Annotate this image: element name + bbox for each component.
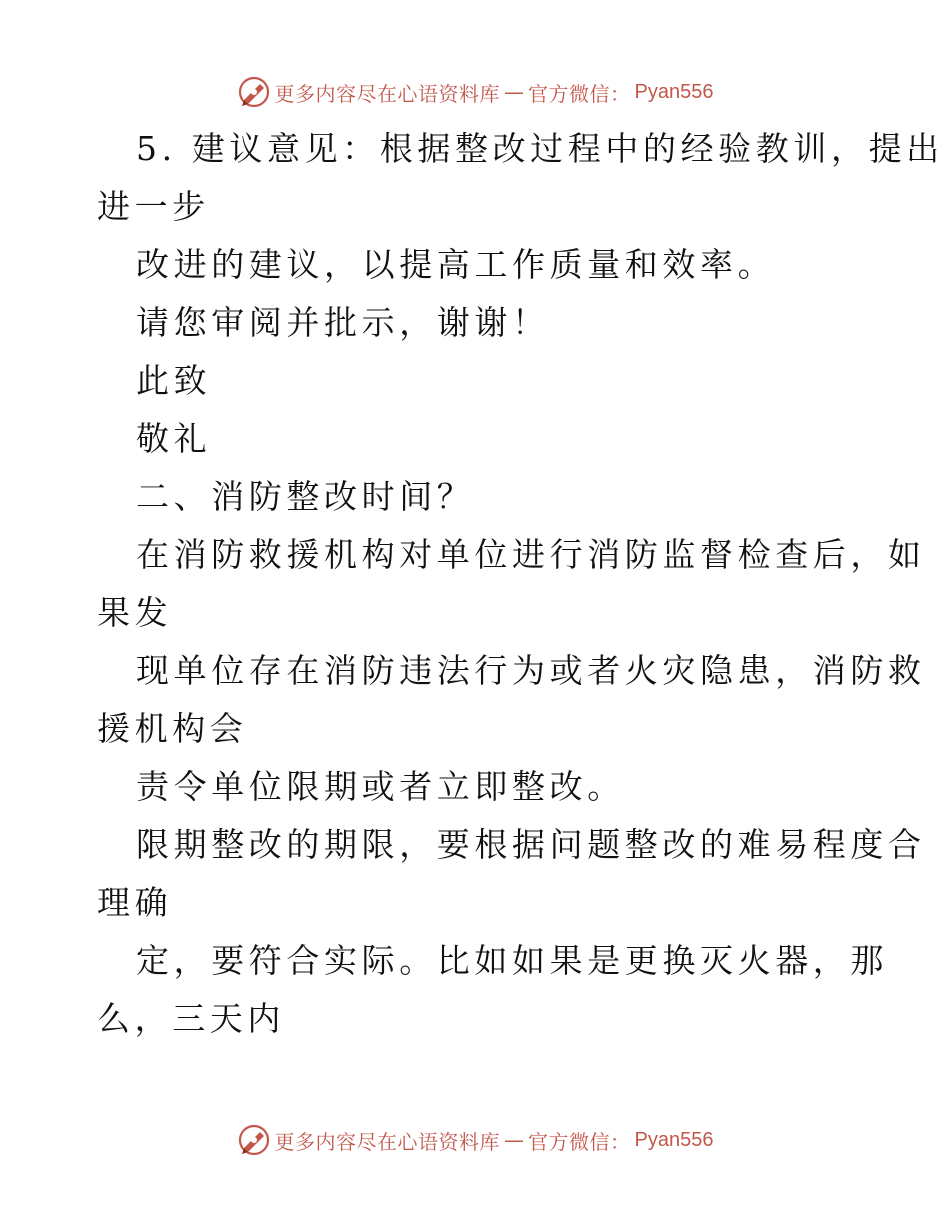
body-line: 敬礼 [136,419,212,458]
body-line: 果发 [97,593,173,632]
body-line: 在消防救援机构对单位进行消防监督检查后，如 [136,535,926,574]
body-line: 理确 [97,883,173,922]
footer-wechat-id: Pyan556 [634,1128,714,1151]
footer-banner-separator: — [504,1128,525,1152]
body-line: 援机构会 [97,709,248,748]
header-banner [0,72,950,112]
pen-logo-icon [237,1123,271,1157]
body-line: 定，要符合实际。比如如果是更换灭火器，那 [136,941,888,980]
header-banner-text: 更多内容尽在心语资料库 [274,81,501,106]
section-heading: 二、消防整改时间？ [136,477,475,516]
body-line: 限期整改的期限，要根据问题整改的难易程度合 [136,825,926,864]
document-body [97,120,944,1048]
footer-banner [0,1120,950,1160]
pen-logo-icon [237,75,271,109]
body-line: 此致 [136,361,212,400]
header-wechat-id: Pyan556 [634,80,714,103]
body-line: 改进的建议，以提高工作质量和效率。 [136,245,776,284]
header-banner-separator: — [504,80,525,104]
body-line: 进一步 [97,187,210,226]
body-line: 责令单位限期或者立即整改。 [136,767,625,806]
body-line: 现单位存在消防违法行为或者火灾隐患，消防救 [136,651,926,690]
body-line: 5. 建议意见：根据整改过程中的经验教训，提出 [136,129,944,168]
body-line: 么，三天内 [97,999,285,1038]
body-line: 请您审阅并批示，谢谢！ [136,303,550,342]
footer-wechat-label: 官方微信： [528,1129,631,1154]
footer-banner-text: 更多内容尽在心语资料库 [274,1129,501,1154]
header-wechat-label: 官方微信： [528,81,631,106]
